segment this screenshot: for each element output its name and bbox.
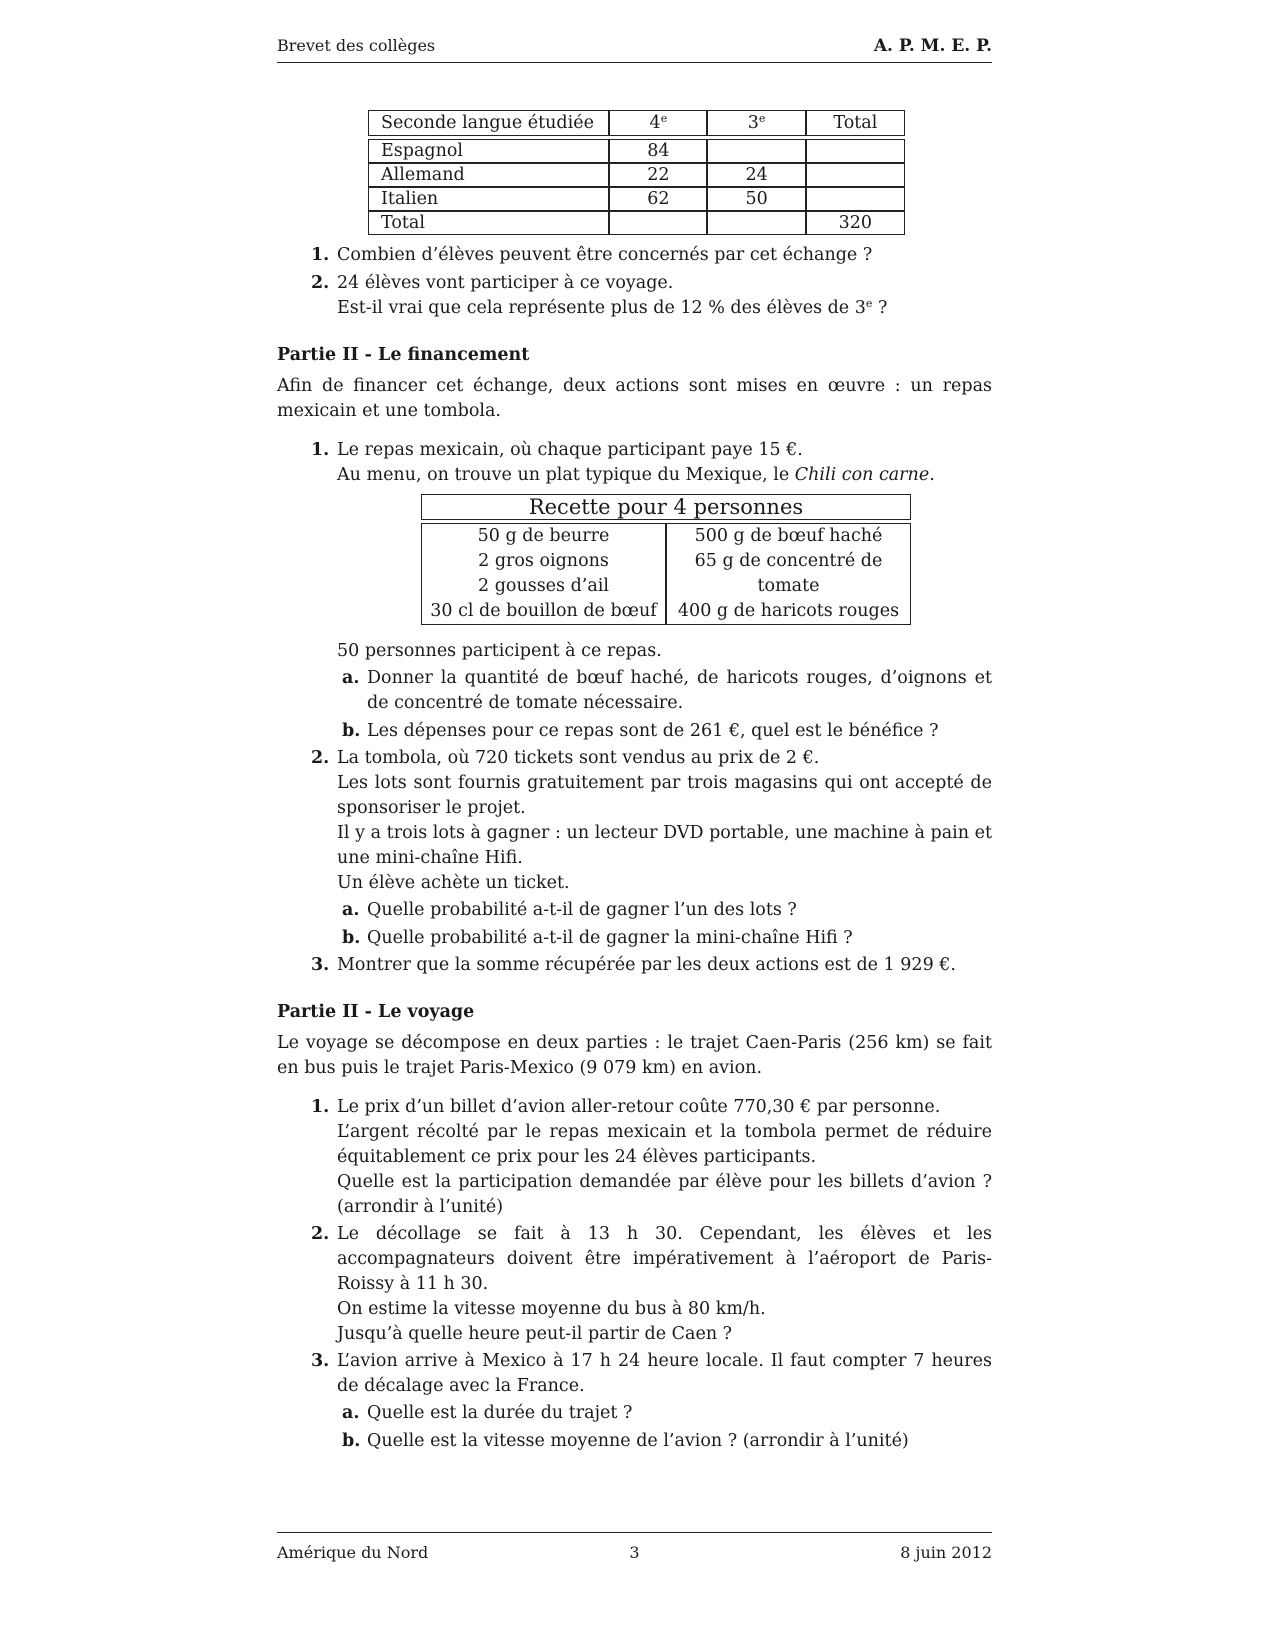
question-text: Le prix d’un billet d’avion aller-retour coûte 770,30 € par personne. xyxy=(337,1097,941,1117)
footer-left: Amérique du Nord xyxy=(277,1543,429,1562)
table-cell xyxy=(806,163,905,187)
table-cell: 84 xyxy=(609,139,707,163)
question-text: On estime la vitesse moyenne du bus à 80 km/h. xyxy=(337,1299,766,1319)
ingredient: 50 g de beurre xyxy=(477,526,610,546)
table-cell xyxy=(806,139,905,163)
table-cell xyxy=(707,211,805,235)
table-cell xyxy=(609,211,707,235)
question-text: L’argent récolté par le repas mexicain et la tombola permet de réduire équitablement ce prix pour les 24 élèves participants. xyxy=(337,1122,992,1167)
sub-question xyxy=(277,719,992,744)
page-header xyxy=(277,36,992,63)
sub-question-letter: b. xyxy=(342,721,361,741)
question-text: L’avion arrive à Mexico à 17 h 24 heure locale. Il faut compter 7 heures de décalage avec la France. xyxy=(337,1351,992,1396)
question-item xyxy=(277,1349,992,1399)
question-text: Quelle est la participation demandée par élève pour les billets d’avion ? (arrondir à l’unité) xyxy=(337,1172,992,1217)
question-item xyxy=(277,746,992,896)
sub-question-text: Quelle est la durée du trajet ? xyxy=(367,1403,633,1423)
table-header-row xyxy=(368,110,905,136)
question-text: Jusqu’à quelle heure peut-il partir de Caen ? xyxy=(337,1324,733,1344)
grade-4-sup: e xyxy=(660,112,668,125)
ingredient: tomate xyxy=(757,576,820,596)
table-cell: 24 xyxy=(707,163,805,187)
ingredient: 2 gousses d’ail xyxy=(478,576,609,596)
dish-name: Chili con carne xyxy=(794,465,930,485)
sub-question xyxy=(277,1401,992,1426)
question-text xyxy=(337,463,992,488)
grade-3-label: 3 xyxy=(747,113,759,133)
question-item xyxy=(277,438,992,488)
question-text xyxy=(337,296,992,321)
ingredient: 65 g de concentré de xyxy=(694,551,883,571)
header-right: A. P. M. E. P. xyxy=(873,36,992,56)
question-number: 3. xyxy=(311,1351,330,1371)
table-row xyxy=(368,163,905,187)
question-text: La tombola, où 720 tickets sont vendus au prix de 2 €. xyxy=(337,748,820,768)
page-content xyxy=(277,110,992,1454)
q2-text-sup: e xyxy=(865,297,873,310)
sub-question-text: Quelle probabilité a-t-il de gagner la mini-chaîne Hifi ? xyxy=(367,928,853,948)
header-left: Brevet des collèges xyxy=(277,36,436,55)
languages-table xyxy=(368,110,905,235)
sub-question-letter: a. xyxy=(342,668,360,688)
section-title: Partie II - Le financement xyxy=(277,345,530,365)
menu-text-pre: Au menu, on trouve un plat typique du Mexique, le xyxy=(337,465,795,485)
page xyxy=(277,0,992,1650)
table-head-cell xyxy=(707,110,805,136)
sub-question-letter: b. xyxy=(342,1431,361,1451)
table-head-cell: Total xyxy=(806,110,905,136)
question-number: 1. xyxy=(311,245,330,265)
table-head-cell: Seconde langue étudiée xyxy=(368,110,609,136)
section-intro: Le voyage se décompose en deux parties : le trajet Caen-Paris (256 km) se fait en bus puis le trajet Paris-Mexico (9 079 km) en avion. xyxy=(277,1033,992,1078)
table-cell: 22 xyxy=(609,163,707,187)
table-row xyxy=(368,187,905,211)
table-head-cell xyxy=(609,110,707,136)
question-text: Combien d’élèves peuvent être concernés par cet échange ? xyxy=(337,245,873,265)
page-footer xyxy=(277,1532,992,1563)
q2-text-pre: Est-il vrai que cela représente plus de 12 % des élèves de 3 xyxy=(337,298,866,318)
sub-question xyxy=(277,1429,992,1454)
sub-question-text: Quelle est la vitesse moyenne de l’avion ? (arrondir à l’unité) xyxy=(367,1431,909,1451)
question-number: 1. xyxy=(311,440,330,460)
sub-question-text: Les dépenses pour ce repas sont de 261 €, quel est le bénéfice ? xyxy=(367,721,939,741)
table-cell: 62 xyxy=(609,187,707,211)
sub-question xyxy=(277,926,992,951)
grade-3-sup: e xyxy=(758,112,766,125)
ingredient: 500 g de bœuf haché xyxy=(694,526,883,546)
question-number: 1. xyxy=(311,1097,330,1117)
page-number: 3 xyxy=(629,1543,640,1562)
question-number: 2. xyxy=(311,273,330,293)
question-text: 24 élèves vont participer à ce voyage. xyxy=(337,273,674,293)
row-label: Allemand xyxy=(368,163,609,187)
question-number: 2. xyxy=(311,1224,330,1244)
table-cell: 320 xyxy=(806,211,905,235)
sub-question-letter: a. xyxy=(342,1403,360,1423)
ingredient: 400 g de haricots rouges xyxy=(677,601,900,621)
question-text: Montrer que la somme récupérée par les deux actions est de 1 929 €. xyxy=(337,955,956,975)
table-cell xyxy=(707,139,805,163)
sub-question-text: Donner la quantité de bœuf haché, de haricots rouges, d’oignons et de concentré de tomate nécessaire. xyxy=(367,668,992,713)
question-item xyxy=(277,243,992,268)
question-number: 2. xyxy=(311,748,330,768)
recipe-title: Recette pour 4 personnes xyxy=(421,494,911,520)
table-row xyxy=(368,211,905,235)
question-item xyxy=(277,271,992,321)
table-row xyxy=(368,139,905,163)
question-item xyxy=(277,1222,992,1347)
sub-question-letter: b. xyxy=(342,928,361,948)
question-text: Un élève achète un ticket. xyxy=(337,873,570,893)
section-title: Partie II - Le voyage xyxy=(277,1002,475,1022)
menu-text-post: . xyxy=(929,465,935,485)
ingredient: 30 cl de bouillon de bœuf xyxy=(430,601,657,621)
footer-date: 8 juin 2012 xyxy=(900,1543,992,1562)
ingredient: 2 gros oignons xyxy=(478,551,609,571)
sub-question-text: Quelle probabilité a-t-il de gagner l’un des lots ? xyxy=(367,900,797,920)
row-label: Italien xyxy=(368,187,609,211)
question-text: 50 personnes participent à ce repas. xyxy=(337,641,662,661)
question-text: Le décollage se fait à 13 h 30. Cependant, les élèves et les accompagnateurs doivent être impérativement à l’aéroport de Paris-Roissy à 11 h 30. xyxy=(337,1224,992,1294)
table-cell: 50 xyxy=(707,187,805,211)
recipe-ingredients-right xyxy=(666,523,911,625)
sub-question xyxy=(277,898,992,923)
row-label: Total xyxy=(368,211,609,235)
table-cell xyxy=(806,187,905,211)
question-text: Il y a trois lots à gagner : un lecteur DVD portable, une machine à pain et une mini-chaîne Hifi. xyxy=(337,823,992,868)
recipe-ingredients-left xyxy=(421,523,666,625)
recipe-table xyxy=(421,494,911,625)
question-item xyxy=(277,953,992,978)
question-number: 3. xyxy=(311,955,330,975)
grade-4-label: 4 xyxy=(649,113,661,133)
row-label: Espagnol xyxy=(368,139,609,163)
q2-text-post: ? xyxy=(872,298,888,318)
section-intro: Afin de financer cet échange, deux actions sont mises en œuvre : un repas mexicain et une tombola. xyxy=(277,376,992,421)
question-text: Les lots sont fournis gratuitement par trois magasins qui ont accepté de sponsoriser le projet. xyxy=(337,773,992,818)
question-item xyxy=(277,1095,992,1220)
question-text: Le repas mexicain, où chaque participant paye 15 €. xyxy=(337,440,803,460)
sub-question xyxy=(277,666,992,716)
sub-question-letter: a. xyxy=(342,900,360,920)
